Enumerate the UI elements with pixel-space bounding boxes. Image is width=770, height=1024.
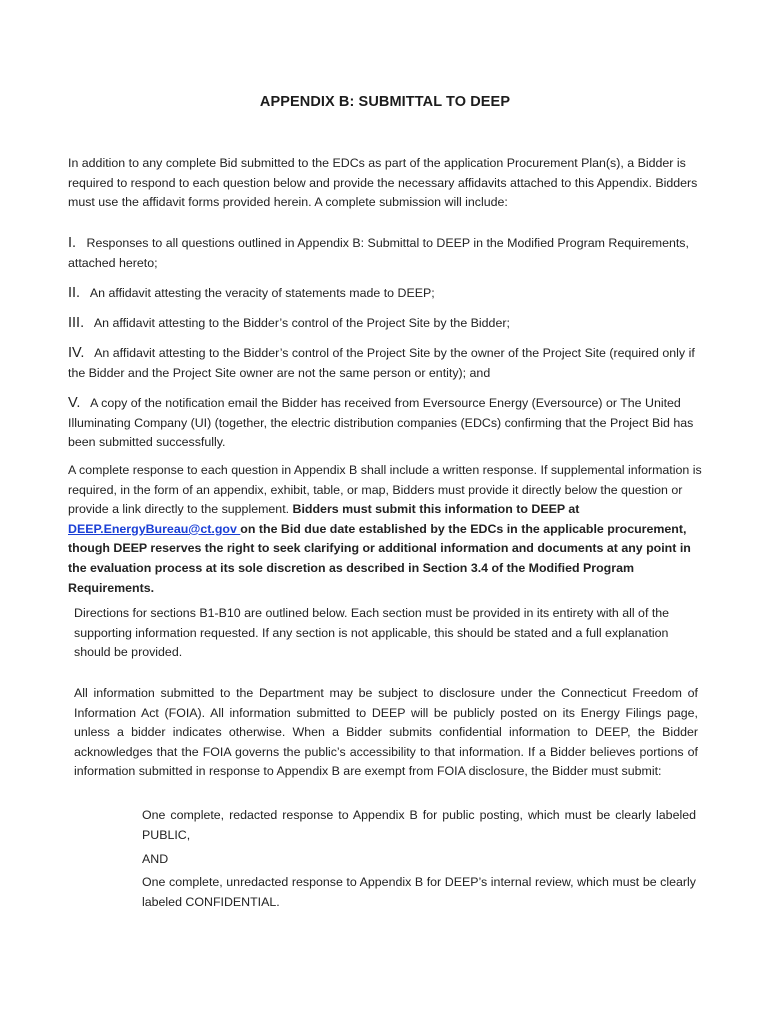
response-bold-text: Bidders must submit this information to DEEP at xyxy=(292,502,580,517)
list-item-text: Responses to all questions outlined in Appendix B: Submittal to DEEP in the Modified Program Requirements, attached hereto; xyxy=(68,236,689,270)
and-text: AND xyxy=(142,852,169,866)
email-link[interactable]: DEEP.EnergyBureau@ct.gov xyxy=(68,521,241,536)
response-text: A complete response to each question in Appendix B shall include a written response. If supplemental information is required, in the form of an appendix, exhibit, table, or map, Bidders must provide it directly below the question or provide a link directly to the supplement. xyxy=(68,463,702,517)
list-item-number: II. xyxy=(68,285,81,301)
list-item-text: An affidavit attesting the veracity of statements made to DEEP; xyxy=(89,286,435,300)
directions-paragraph: Directions for sections B1-B10 are outlined below. Each section must be provided in its entirety with all of the supporting information requested. If any section is not applicable, this should be stated and a full explanation should be provided. xyxy=(74,606,670,660)
intro-paragraph: In addition to any complete Bid submitted to the EDCs as part of the application Procurement Plan(s), a Bidder is required to respond to each question below and provide the necessary affidavits attached to this Appendix. Bidders must use the affidavit forms provided herein. A complete submission will include: xyxy=(68,156,698,210)
response-paragraph xyxy=(68,461,708,598)
list-item-text: An affidavit attesting to the Bidder’s control of the Project Site by the owner of the Project Site (required only if the Bidder and the Project Site owner are not the same person or entity); and xyxy=(68,346,695,380)
list-item-text: An affidavit attesting to the Bidder’s control of the Project Site by the Bidder; xyxy=(93,316,510,330)
confidential-submission-text: One complete, unredacted response to Appendix B for DEEP’s internal review, which must be clearly labeled CONFIDENTIAL. xyxy=(142,875,696,909)
list-item-number: IV. xyxy=(68,345,85,361)
list-item-number: III. xyxy=(68,315,85,331)
list-item-number: V. xyxy=(68,395,81,411)
list-item-number: I. xyxy=(68,235,77,251)
list-item xyxy=(68,234,698,273)
page-title: APPENDIX B: SUBMITTAL TO DEEP xyxy=(259,94,511,110)
foia-paragraph: All information submitted to the Department may be subject to disclosure under the Connecticut Freedom of Information Act (FOIA). All information submitted to DEEP will be publicly posted on its Energy Filings page, unless a bidder indicates otherwise. When a Bidder submits confidential information to DEEP, the Bidder acknowledges that the FOIA governs the public’s accessibility to that information. If a Bidder believes portions of information submitted in response to Appendix B are exempt from FOIA disclosure, the Bidder must submit: xyxy=(74,686,698,779)
list-item xyxy=(68,284,698,304)
response-bold-text-2: on the Bid due date established by the EDCs in the applicable procurement, though DEEP reserves the right to seek clarifying or additional information and documents at any point in the evaluation process at its sole discretion as described in Section 3.4 of the Modified Program Requirements. xyxy=(68,521,691,595)
list-item xyxy=(68,314,698,334)
list-item-text: A copy of the notification email the Bidder has received from Eversource Energy (Eversource) or The United Illuminating Company (UI) (together, the electric distribution companies (EDCs) confirming that the Project Bid has been submitted successfully. xyxy=(68,396,694,450)
list-item xyxy=(68,394,698,453)
public-submission-text: One complete, redacted response to Appendix B for public posting, which must be clearly labeled PUBLIC, xyxy=(142,808,696,842)
list-item xyxy=(68,344,698,383)
